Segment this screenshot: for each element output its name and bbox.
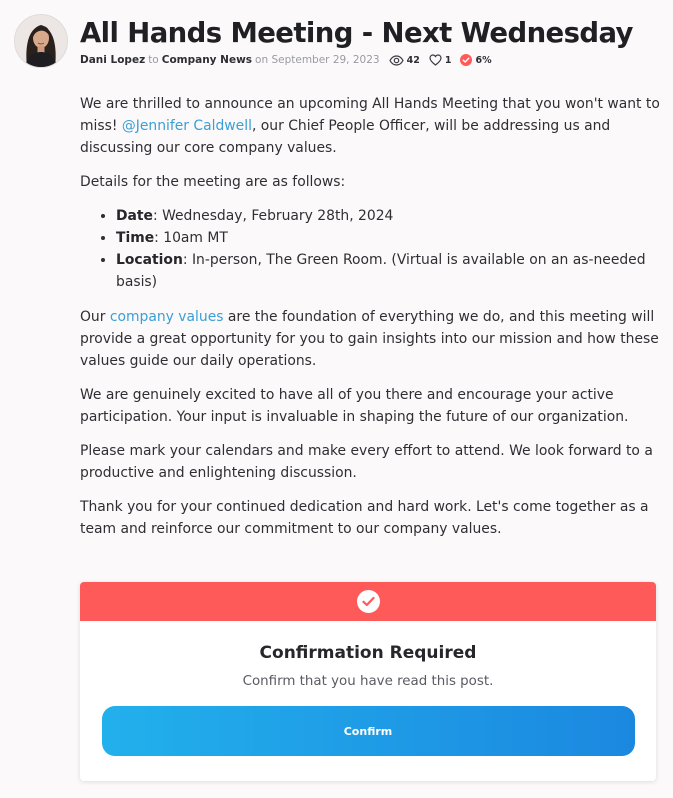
detail-time [116, 227, 665, 249]
detail-time-label: Time [116, 230, 155, 246]
values-text-end: are the foundation of everything we do, and this meeting will provide a great opportunity for you to gain insights into our mission and how these values guide our daily operations. [80, 309, 659, 369]
avatar-portrait [15, 15, 67, 67]
detail-location [116, 249, 665, 293]
detail-date-label: Date [116, 208, 153, 224]
paragraph-details-intro: Details for the meeting are as follows: [80, 174, 346, 190]
post-date: on September 29, 2023 [255, 54, 380, 66]
values-text-start: Our [80, 309, 110, 325]
detail-location-label: Location [116, 252, 183, 268]
paragraph-participation: We are genuinely excited to have all of you there and encourage your active participation. Your input is invaluable in shaping the future of our organization. [80, 387, 629, 425]
check-mark-icon [362, 596, 375, 607]
likes-count: 1 [444, 54, 452, 66]
confirmation-card [80, 582, 656, 781]
confirmation-title: Confirmation Required [259, 643, 477, 663]
post-meta [80, 54, 492, 66]
detail-location-value: : In-person, The Green Room. (Virtual is available on an as-needed basis) [116, 252, 646, 290]
views-stat [389, 55, 420, 66]
mention-jennifer-caldwell[interactable]: @Jennifer Caldwell [121, 118, 252, 134]
channel-name[interactable]: Company News [161, 54, 253, 66]
likes-stat[interactable] [429, 54, 452, 66]
post-body [80, 93, 665, 552]
confirmation-banner [80, 582, 656, 621]
author-name[interactable]: Dani Lopez [80, 54, 146, 66]
paragraph-calendar: Please mark your calendars and make every effort to attend. We look forward to a productive and enlightening discussion. [80, 443, 653, 481]
confirm-button[interactable]: Confirm [102, 706, 635, 756]
check-circle-icon [460, 54, 472, 66]
read-stat [460, 54, 491, 66]
post-title: All Hands Meeting - Next Wednesday [80, 17, 633, 49]
heart-icon [429, 54, 442, 66]
read-percent: 6% [475, 54, 492, 66]
meeting-details-list [80, 205, 665, 293]
author-avatar[interactable] [14, 14, 68, 68]
detail-time-value: : 10am MT [154, 230, 228, 246]
paragraph-intro [80, 93, 665, 159]
paragraph-thanks: Thank you for your continued dedication and hard work. Let's come together as a team and reinforce our commitment to our company values. [80, 499, 649, 537]
confirmation-subtitle: Confirm that you have read this post. [242, 674, 494, 689]
company-values-link[interactable]: company values [109, 309, 224, 325]
intro-text-end: , our Chief People Officer, will be addressing us and discussing our core company values. [80, 118, 611, 156]
detail-date-value: : Wednesday, February 28th, 2024 [152, 208, 394, 224]
views-count: 42 [406, 54, 420, 66]
post-header [14, 14, 663, 74]
to-word: to [148, 54, 159, 66]
eye-icon [389, 55, 404, 66]
intro-text-start: We are thrilled to announce an upcoming All Hands Meeting that you won't want to miss! [80, 96, 660, 134]
detail-date [116, 205, 665, 227]
check-icon [357, 590, 380, 613]
paragraph-values [80, 306, 665, 372]
